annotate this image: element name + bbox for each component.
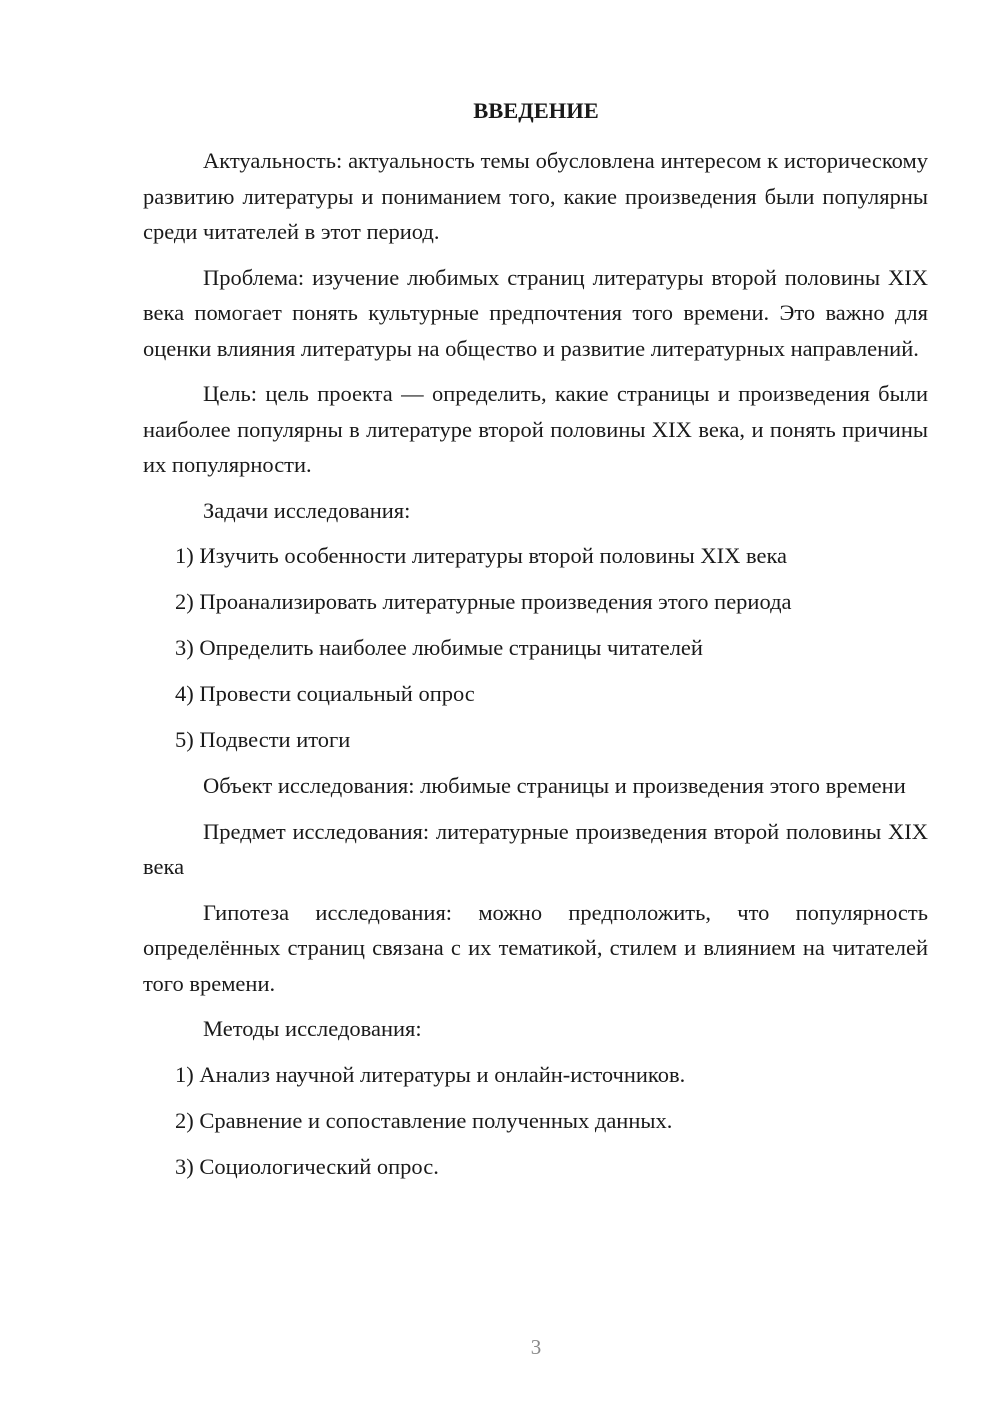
relevance-paragraph: Актуальность: актуальность темы обусловлена интересом к историческому развитию литературы и пониманием того, какие произведения были популярны среди читателей в этот период. (143, 148, 928, 244)
list-item: 5) Подвести итоги (175, 727, 351, 752)
methods-heading: Методы исследования: (203, 1016, 422, 1041)
list-item: 2) Сравнение и сопоставление полученных данных. (175, 1107, 673, 1133)
list-item: 1) Изучить особенности литературы второй половины XIX века (175, 543, 788, 568)
page-number: 3 (530, 1335, 542, 1359)
tasks-heading: Задачи исследования: (203, 497, 411, 523)
section-title: ВВЕДЕНИЕ (473, 98, 599, 123)
list-item: 3) Социологический опрос. (175, 1153, 439, 1179)
hypothesis-paragraph: Гипотеза исследования: можно предположить, что популярность определённых страниц связана с их тематикой, стилем и влиянием на читателей того времени. (143, 899, 928, 996)
list-item: 4) Провести социальный опрос (175, 681, 475, 706)
subject-paragraph: Предмет исследования: литературные произведения второй половины XIX века (143, 818, 928, 879)
document-body (143, 143, 928, 1195)
methods-list (143, 1057, 928, 1185)
goal-paragraph: Цель: цель проекта — определить, какие страницы и произведения были наиболее популярны в литературе второй половины XIX века, и понять причины их популярности. (143, 381, 928, 477)
list-item: 1) Анализ научной литературы и онлайн-источников. (175, 1061, 686, 1087)
problem-paragraph: Проблема: изучение любимых страниц литературы второй половины XIX века помогает понять культурные предпочтения того времени. Это важно для оценки влияния литературы на общество и развитие литературных направлений. (143, 264, 928, 361)
list-item: 3) Определить наиболее любимые страницы читателей (175, 635, 703, 660)
list-item: 2) Проанализировать литературные произведения этого периода (175, 589, 792, 614)
object-paragraph: Объект исследования: любимые страницы и произведения этого времени (203, 773, 906, 798)
tasks-list (143, 538, 928, 758)
